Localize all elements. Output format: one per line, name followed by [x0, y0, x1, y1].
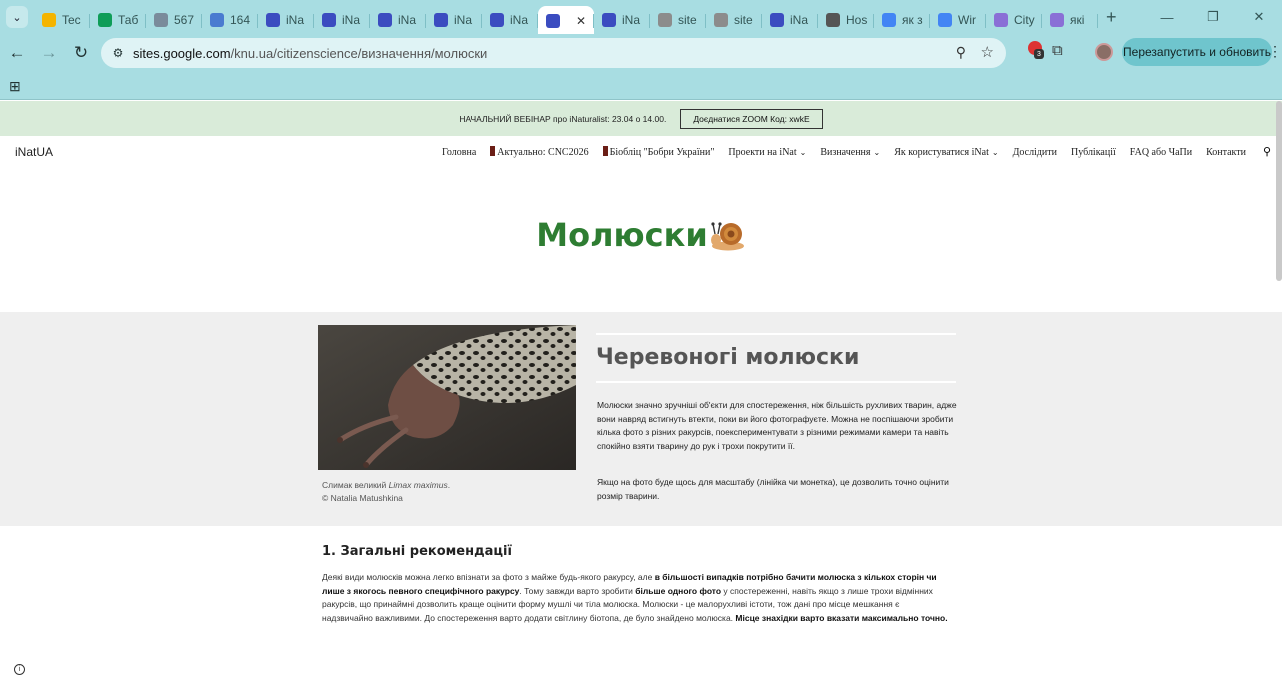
inat-icon [210, 13, 224, 27]
browser-tab[interactable] [874, 6, 930, 34]
tab-search-button[interactable]: ⌄ [6, 6, 28, 28]
announcement-banner [0, 101, 1282, 136]
tab-title: iNa [790, 13, 809, 27]
site-logo[interactable]: iNatUA [15, 145, 54, 159]
browser-tab[interactable] [594, 6, 650, 34]
nav-item-label: Дослідити [1012, 146, 1058, 158]
browser-tab[interactable] [482, 6, 538, 34]
browser-tab[interactable] [34, 6, 90, 34]
gemini-icon [994, 13, 1008, 27]
browser-tab[interactable] [146, 6, 202, 34]
info-icon[interactable]: i [14, 664, 25, 675]
sites-icon [546, 14, 560, 28]
tab-title: Таб [118, 13, 139, 27]
sites-icon [490, 13, 504, 27]
tab-title: iNa [398, 13, 417, 27]
sites-icon [322, 13, 336, 27]
bookmarks-bar [0, 72, 1282, 100]
nav-item[interactable] [1071, 147, 1116, 158]
gastropods-section [0, 312, 1282, 526]
nav-item-label: Актуально: CNC2026 [497, 147, 589, 158]
slug-photo [318, 325, 576, 470]
browser-tab[interactable] [706, 6, 762, 34]
back-icon[interactable]: ← [8, 43, 26, 62]
nav-item-label: Проекти на iNat [728, 146, 797, 158]
nav-item-label: FAQ або ЧаПи [1129, 146, 1193, 158]
rec-bold-1: в більшості випадків потрібно бачити молюска з кількох сторін чи лише з якогось певного специфічного ракурсу [322, 572, 937, 596]
nav-item-label: Головна [441, 146, 477, 158]
menu-kebab-icon[interactable]: ⋮ [1268, 43, 1282, 59]
gemini-icon [1050, 13, 1064, 27]
maximize-icon[interactable]: ❐ [1207, 9, 1219, 24]
recommendations-heading: 1. Загальні рекомендації [322, 544, 512, 559]
profile-avatar[interactable] [1095, 43, 1113, 61]
tab-title: як з [902, 13, 923, 27]
tab-title: site [678, 13, 697, 27]
caption-suffix: . [447, 480, 451, 490]
browser-tab[interactable] [538, 6, 594, 36]
tab-title: Tec [62, 13, 81, 27]
url-text [133, 46, 487, 61]
chevron-down-icon: ⌄ [991, 147, 999, 157]
drive-icon [42, 13, 56, 27]
caption-species: Limax maximus [388, 480, 448, 490]
tab-title: 567 [174, 13, 195, 27]
zoom-join-button[interactable]: Доєднатися ZOOM Код: xwkE [680, 109, 822, 129]
forward-icon[interactable]: → [40, 43, 58, 62]
browser-tab[interactable] [986, 6, 1042, 34]
tab-title: Wir [958, 13, 976, 27]
browser-tab[interactable] [370, 6, 426, 34]
photo-caption [322, 479, 450, 505]
tab-title: iNa [342, 13, 361, 27]
google-icon [882, 13, 896, 27]
divider-top [596, 333, 956, 335]
chrome-icon [826, 13, 840, 27]
recommendations-text [322, 571, 952, 626]
globe-icon [154, 13, 168, 27]
section-title: Черевоногі молюски [596, 345, 860, 370]
nav-item-label: Біобліц "Бобри України" [609, 147, 715, 158]
page-scrollbar[interactable] [1276, 101, 1282, 281]
site-info-icon[interactable]: ⚙ [112, 46, 124, 60]
sites-icon [378, 13, 392, 27]
sites-icon [266, 13, 280, 27]
tabs [34, 0, 1098, 34]
tab-title: iNa [454, 13, 473, 27]
rec-text-1: Деякі види молюсків можна легко впізнати за фото з майже будь-якого ракурсу, але [322, 572, 655, 582]
web-page [0, 101, 1282, 686]
window-controls [1144, 0, 1282, 34]
site-search-icon[interactable]: ⚲ [1262, 146, 1271, 158]
address-bar[interactable] [101, 38, 1006, 68]
snail-icon [710, 216, 746, 252]
url-path: /knu.ua/citizenscience/визначення/молюски [230, 45, 488, 61]
nav-item[interactable] [1013, 147, 1057, 158]
extension-icon[interactable] [1028, 41, 1042, 58]
extensions-puzzle-icon[interactable]: ⧉ [1052, 42, 1063, 59]
sites-grey-icon [714, 13, 728, 27]
sites-grey-icon [658, 13, 672, 27]
nav-item[interactable] [894, 147, 998, 158]
nav-item-label: Публікації [1071, 146, 1116, 158]
rec-text-3: у спостереженні, навіть якщо з лише трохи відмінних ракурсів, що принаймні дозволить краще оцінити форму мушлі чи тіла молюска. Молюски - це малорухливі істоти, тож дані про місце мешкання є надзвичайно важливими. До спостереження варто додати світлину біотопа, де було знайдено молюска. [322, 585, 933, 624]
google-icon [938, 13, 952, 27]
rec-text-2: . Тому завжди варто зробити [519, 585, 636, 596]
browser-tab[interactable] [314, 6, 370, 34]
tab-title: iNa [286, 13, 305, 27]
bookmark-flag-icon [603, 146, 608, 156]
nav-item[interactable] [1206, 147, 1246, 158]
close-window-icon[interactable]: ✕ [1253, 9, 1265, 24]
new-tab-button[interactable]: + [1106, 6, 1117, 27]
chevron-down-icon: ⌄ [799, 147, 807, 157]
browser-tab[interactable] [202, 6, 258, 34]
bookmark-flag-icon [490, 146, 495, 156]
sites-icon [770, 13, 784, 27]
browser-tab[interactable] [818, 6, 874, 34]
sites-icon [434, 13, 448, 27]
page-title [536, 216, 745, 254]
caption-credit: © Natalia Matushkina [322, 493, 403, 503]
browser-tab[interactable] [762, 6, 818, 34]
close-tab-icon[interactable]: ✕ [576, 14, 587, 28]
nav-menu [428, 136, 1246, 168]
nav-item[interactable] [820, 147, 880, 158]
sheets-icon [98, 13, 112, 27]
tab-strip [0, 0, 1282, 34]
nav-item-label: Контакти [1206, 146, 1246, 158]
browser-tab[interactable] [258, 6, 314, 34]
browser-tab[interactable] [930, 6, 986, 34]
chevron-down-icon: ⌄ [873, 147, 881, 157]
tab-title: 164 [230, 13, 251, 27]
tab-title: Hos [846, 13, 868, 27]
bookmark-star-icon[interactable]: ☆ [980, 44, 994, 61]
minimize-icon[interactable]: — [1160, 9, 1174, 25]
page-title-text: Молюски [536, 216, 708, 254]
reload-icon[interactable]: ↻ [73, 43, 89, 62]
nav-item[interactable] [490, 146, 588, 158]
caption-prefix: Слимак великий [322, 480, 389, 490]
nav-item[interactable] [728, 147, 806, 158]
site-navigation [0, 136, 1282, 168]
nav-item-label: Визначення [820, 146, 871, 158]
apps-grid-icon[interactable]: ⊞ [9, 78, 21, 94]
relaunch-button[interactable]: Перезапустить и обновить [1122, 38, 1272, 66]
gastropods-paragraph-2: Якщо на фото буде щось для масштабу (лінійка чи монетка), це дозволить точно оцінити розмір тварини. [597, 477, 949, 501]
zoom-icon[interactable]: ⚲ [955, 44, 966, 60]
nav-item[interactable] [603, 146, 715, 158]
gastropods-paragraph-1: Молюски значно зручніші об'єкти для спостереження, ніж більшість рухливих тварин, адже вони навряд встигнуть втекти, поки ви його фотографуєте. Можна не поспішаючи зробити кілька фото з різних ракурсів, поекспериментувати з різними режимами камери та навіть спокійно взяти тварину до рук і трохи покрутити її. [597, 400, 957, 452]
rec-bold-3: Місце знахідки варто вказати максимально точно. [735, 613, 948, 624]
tab-title: City [1014, 13, 1035, 27]
browser-tab[interactable] [426, 6, 482, 34]
browser-tab[interactable] [1042, 6, 1098, 34]
tab-title: iNa [622, 13, 641, 27]
divider-bottom [596, 381, 956, 383]
tab-title: які [1070, 13, 1085, 27]
nav-item[interactable] [1130, 147, 1192, 158]
rec-bold-2: більше одного фото [635, 585, 722, 596]
sites-icon [602, 13, 616, 27]
browser-tab[interactable] [90, 6, 146, 34]
hero [0, 216, 1282, 254]
nav-item-label: Як користуватися iNat [894, 146, 989, 158]
banner-text: НАЧАЛЬНИЙ ВЕБІНАР про iNaturalist: 23.04 о 14.00. [459, 113, 667, 124]
nav-item[interactable] [442, 147, 476, 158]
browser-tab[interactable] [650, 6, 706, 34]
extension-badge: 3 [1034, 49, 1044, 59]
tab-title: iNa [510, 13, 529, 27]
url-host: sites.google.com [133, 45, 231, 61]
browser-toolbar [0, 34, 1282, 72]
tab-title: site [734, 13, 753, 27]
